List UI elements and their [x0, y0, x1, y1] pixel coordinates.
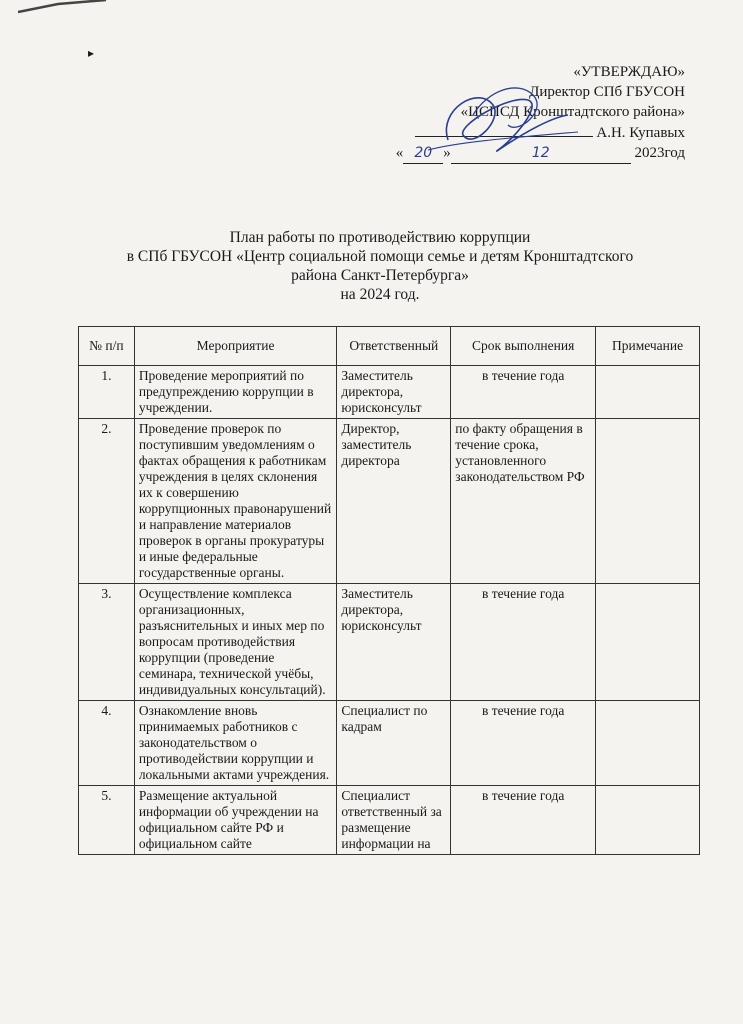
row-event: Проведение проверок по поступившим уведомлениям о фактах обращения к работникам учреждения в целях склонения их к совершению коррупционных правонарушений и направление материалов проверок в органы прокуратуры и иные федеральные государственные органы. [134, 419, 337, 584]
approval-signer: А.Н. Купавых [596, 125, 685, 141]
anti-corruption-plan-table [78, 326, 700, 855]
row-num: 2. [79, 419, 135, 584]
header-responsible: Ответственный [337, 327, 451, 366]
row-deadline: в течение года [451, 786, 596, 855]
row-responsible: Директор, заместитель директора [337, 419, 451, 584]
table-row [79, 701, 700, 786]
row-num: 3. [79, 584, 135, 701]
table-row [79, 584, 700, 701]
page-corner-mark [18, 0, 108, 14]
handwritten-signature [418, 80, 588, 190]
row-note [596, 701, 700, 786]
header-num: № п/п [79, 327, 135, 366]
approval-date: « 20 » 12 2023год [365, 143, 685, 164]
table-row [79, 366, 700, 419]
date-month: 12 [451, 143, 631, 164]
row-deadline: по факту обращения в течение срока, установленного законодательством РФ [451, 419, 596, 584]
table-header-row [79, 327, 700, 366]
row-responsible: Заместитель директора, юрисконсульт [337, 366, 451, 419]
row-deadline: в течение года [451, 584, 596, 701]
row-num: 4. [79, 701, 135, 786]
approval-organization: «ЦСПСД Кронштадтского района» [460, 104, 685, 120]
row-event: Осуществление комплекса организационных, разъяснительных и иных мер по вопросам противодействия коррупции (проведение семинара, технической учёбы, индивидуальных консультаций). [134, 584, 337, 701]
approval-position: Директор СПб ГБУСОН [529, 84, 685, 100]
row-responsible: Специалист по кадрам [337, 701, 451, 786]
row-responsible: Заместитель директора, юрисконсульт [337, 584, 451, 701]
header-deadline: Срок выполнения [451, 327, 596, 366]
date-year: 2023год [634, 145, 685, 161]
table-row [79, 419, 700, 584]
header-event: Мероприятие [134, 327, 337, 366]
row-event: Размещение актуальной информации об учреждении на официальном сайте РФ и официальном сайте [134, 786, 337, 855]
approval-heading: «УТВЕРЖДАЮ» [573, 64, 685, 80]
row-note [596, 366, 700, 419]
row-note [596, 786, 700, 855]
row-responsible: Специалист ответственный за размещение информации на [337, 786, 451, 855]
document-title: План работы по противодействию коррупции в СПб ГБУСОН «Центр социальной помощи семье и детям Кронштадтского района Санкт-Петербурга» на 2024 год. [126, 229, 634, 303]
bullet-mark: ▸ [88, 46, 95, 60]
row-num: 5. [79, 786, 135, 855]
row-deadline: в течение года [451, 366, 596, 419]
row-num: 1. [79, 366, 135, 419]
date-day: 20 [403, 143, 443, 164]
header-note: Примечание [596, 327, 700, 366]
row-note [596, 584, 700, 701]
row-note [596, 419, 700, 584]
table-row [79, 786, 700, 855]
row-deadline: в течение года [451, 701, 596, 786]
row-event: Ознакомление вновь принимаемых работников с законодательством о противодействии коррупции и локальными актами учреждения. [134, 701, 337, 786]
row-event: Проведение мероприятий по предупреждению коррупции в учреждении. [134, 366, 337, 419]
